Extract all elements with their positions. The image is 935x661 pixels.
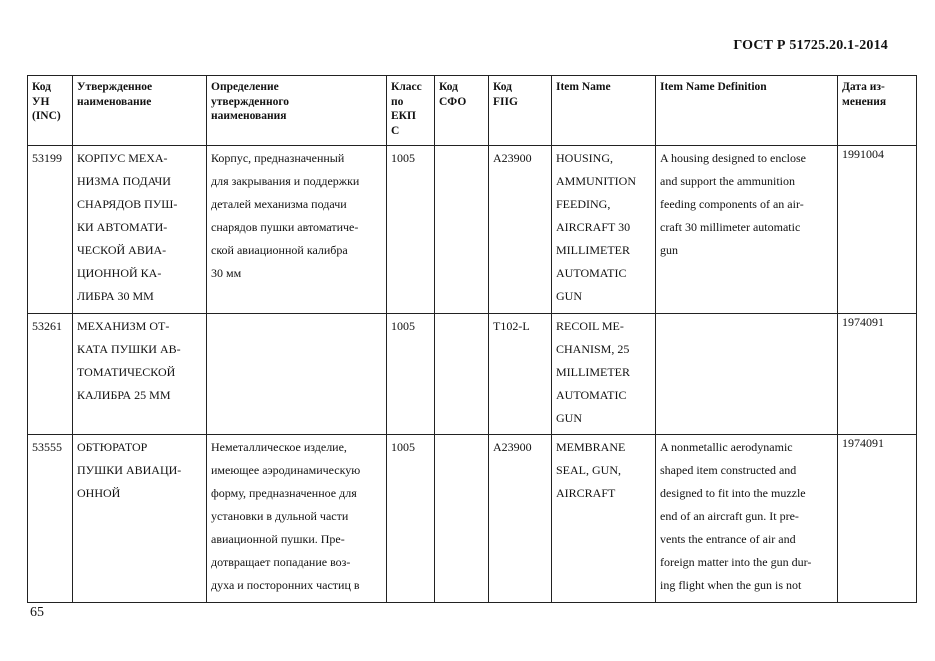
cell-sfo-code bbox=[435, 314, 489, 435]
cell-item-name: MEMBRANE SEAL, GUN, AIRCRAFT bbox=[552, 435, 656, 603]
cell-fiig-code: A23900 bbox=[489, 435, 552, 603]
cell-change-date: 1991004 bbox=[838, 146, 917, 314]
cell-sfo-code bbox=[435, 435, 489, 603]
table-header-row bbox=[28, 76, 917, 146]
cell-approved-name: КОРПУС МЕХА- НИЗМА ПОДАЧИ СНАРЯДОВ ПУШ- КИ АВТОМАТИ- ЧЕСКОЙ АВИА- ЦИОННОЙ КА- ЛИБРА 30 ММ bbox=[73, 146, 207, 314]
header-item-name: Item Name bbox=[552, 76, 656, 146]
cell-approved-name: ОБТЮРАТОР ПУШКИ АВИАЦИ- ОННОЙ bbox=[73, 435, 207, 603]
cell-approved-name: МЕХАНИЗМ ОТ- КАТА ПУШКИ АВ- ТОМАТИЧЕСКОЙ КАЛИБРА 25 ММ bbox=[73, 314, 207, 435]
header-inc: Код УН (INC) bbox=[28, 76, 73, 146]
cell-change-date: 1974091 bbox=[838, 314, 917, 435]
cell-item-name-definition: A nonmetallic aerodynamic shaped item constructed and designed to fit into the muzzle end of an aircraft gun. It pre- vents the entrance of air and foreign matter into the gun dur- ing flight when the gun is not bbox=[656, 435, 838, 603]
cell-item-name-definition bbox=[656, 314, 838, 435]
header-sfo-code: Код СФО bbox=[435, 76, 489, 146]
header-change-date: Дата из- менения bbox=[838, 76, 917, 146]
cell-fiig-code: A23900 bbox=[489, 146, 552, 314]
cell-inc: 53555 bbox=[28, 435, 73, 603]
cell-class: 1005 bbox=[387, 435, 435, 603]
page-number: 65 bbox=[30, 605, 44, 620]
cell-item-name: HOUSING, AMMUNITION FEEDING, AIRCRAFT 30 MILLIMETER AUTOMATIC GUN bbox=[552, 146, 656, 314]
document-standard-code: ГОСТ Р 51725.20.1-2014 bbox=[733, 38, 888, 53]
table-row bbox=[28, 314, 917, 435]
cell-item-name-definition: A housing designed to enclose and support the ammunition feeding components of an air- craft 30 millimeter automatic gun bbox=[656, 146, 838, 314]
cell-class: 1005 bbox=[387, 146, 435, 314]
cell-fiig-code: T102-L bbox=[489, 314, 552, 435]
header-item-name-definition: Item Name Definition bbox=[656, 76, 838, 146]
cell-change-date: 1974091 bbox=[838, 435, 917, 603]
cell-sfo-code bbox=[435, 146, 489, 314]
table-row bbox=[28, 146, 917, 314]
cell-item-name: RECOIL ME- CHANISM, 25 MILLIMETER AUTOMATIC GUN bbox=[552, 314, 656, 435]
header-fiig-code: Код FIIG bbox=[489, 76, 552, 146]
cell-name-definition: Корпус, предназначенный для закрывания и поддержки деталей механизма подачи снарядов пушки автоматиче- ской авиационной калибра 30 мм bbox=[207, 146, 387, 314]
table-row bbox=[28, 435, 917, 603]
header-approved-name: Утвержденное наименование bbox=[73, 76, 207, 146]
item-name-table bbox=[27, 75, 917, 603]
cell-class: 1005 bbox=[387, 314, 435, 435]
header-class: Класс по ЕКП С bbox=[387, 76, 435, 146]
cell-inc: 53199 bbox=[28, 146, 73, 314]
header-name-definition: Определение утвержденного наименования bbox=[207, 76, 387, 146]
cell-inc: 53261 bbox=[28, 314, 73, 435]
cell-name-definition: Неметаллическое изделие, имеющее аэродинамическую форму, предназначенное для установки в дульной части авиационной пушки. Пре- дотвращает попадание воз- духа и посторонних частиц в bbox=[207, 435, 387, 603]
cell-name-definition bbox=[207, 314, 387, 435]
